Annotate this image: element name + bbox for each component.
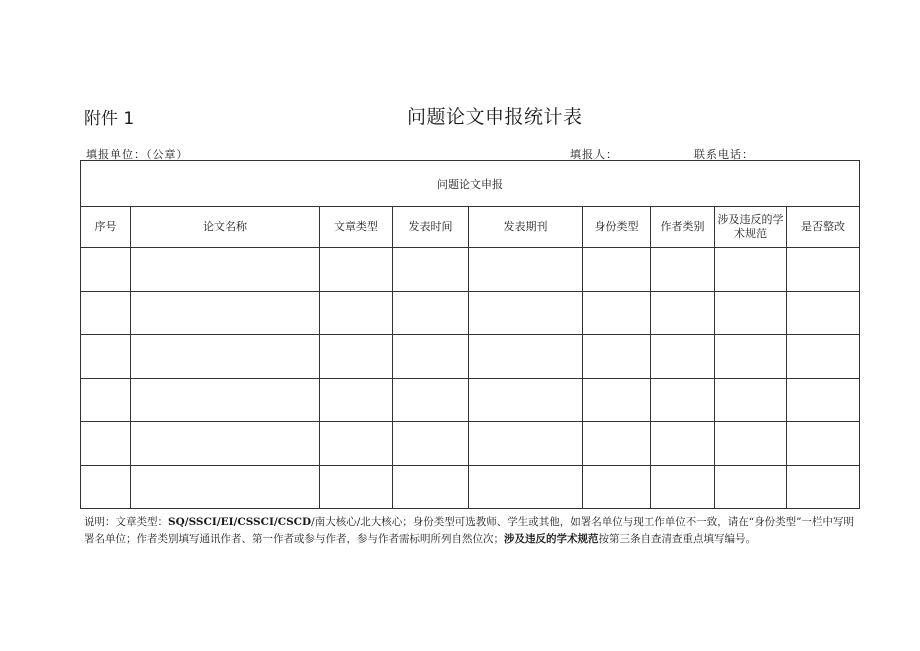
table-cell: [583, 422, 651, 466]
table-row: [81, 465, 860, 509]
table-cell: [393, 291, 469, 335]
table-cell: [583, 335, 651, 379]
table-cell: [583, 248, 651, 292]
column-header-article-type: 文章类型: [320, 207, 393, 248]
column-header-paper-title: 论文名称: [131, 207, 320, 248]
table-cell: [131, 291, 320, 335]
table-cell: [131, 465, 320, 509]
table-cell: [131, 378, 320, 422]
table-cell: [469, 248, 583, 292]
table-cell: [393, 465, 469, 509]
table-cell: [469, 422, 583, 466]
column-header-rectified: 是否整改: [787, 207, 860, 248]
column-header-serial-number: 序号: [81, 207, 131, 248]
table-cell: [320, 291, 393, 335]
table-row: [81, 248, 860, 292]
instructions-note: [84, 514, 864, 548]
table-cell: [393, 335, 469, 379]
table-cell: [583, 465, 651, 509]
filling-unit-label: 填报单位：（公章）: [86, 148, 189, 161]
table-cell: [715, 422, 787, 466]
page-title: 问题论文申报统计表: [407, 106, 583, 128]
table-cell: [651, 465, 715, 509]
table-cell: [787, 465, 860, 509]
note-article-types: SQ/SSCI/EI/CSSCI/CSCD: [168, 516, 312, 528]
table-row: [81, 291, 860, 335]
filler-label: 填报人：: [570, 148, 618, 161]
table-cell: [715, 291, 787, 335]
table-row: [81, 335, 860, 379]
column-header-violated-norms: 涉及违反的学术规范: [715, 207, 787, 248]
table-cell: [787, 422, 860, 466]
table-cell: [393, 422, 469, 466]
table-cell: [131, 335, 320, 379]
column-header-identity-type: 身份类型: [583, 207, 651, 248]
report-table: [80, 160, 860, 509]
table-cell: [651, 335, 715, 379]
table-cell: [81, 335, 131, 379]
table-cell: [81, 422, 131, 466]
table-cell: [320, 422, 393, 466]
table-cell: [81, 248, 131, 292]
table-cell: [81, 465, 131, 509]
table-cell: [469, 335, 583, 379]
table-cell: [651, 378, 715, 422]
table-cell: [787, 291, 860, 335]
table-row: [81, 422, 860, 466]
table-cell: [715, 378, 787, 422]
phone-label: 联系电话：: [694, 148, 754, 161]
table-cell: [131, 248, 320, 292]
table-cell: [651, 422, 715, 466]
column-header-journal: 发表期刊: [469, 207, 583, 248]
table-cell: [651, 291, 715, 335]
table-cell: [469, 465, 583, 509]
table-cell: [715, 335, 787, 379]
table-cell: [81, 378, 131, 422]
table-cell: [81, 291, 131, 335]
table-cell: [320, 248, 393, 292]
table-cell: [469, 291, 583, 335]
table-cell: [583, 291, 651, 335]
column-header-author-category: 作者类别: [651, 207, 715, 248]
note-prefix: 说明：文章类型：: [84, 516, 168, 528]
table-cell: [131, 422, 320, 466]
table-cell: [715, 465, 787, 509]
attachment-label: 附件 1: [84, 109, 135, 129]
note-body: /南大核心/北大核心；身份类型可选教师、学生或其他，如署名单位与现工作单位不一致，请在“身份类型”一栏中写明署名单位；作者类别填写通讯作者、第一作者或参与作者，参与作者需标明所列自然位次；: [84, 516, 854, 545]
note-norms-label: 涉及违反的学术规范: [504, 533, 599, 545]
table-cell: [715, 248, 787, 292]
note-suffix: 按第三条自查清查重点填写编号。: [598, 533, 756, 545]
table-row: [81, 378, 860, 422]
column-header-publish-date: 发表时间: [393, 207, 469, 248]
table-cell: [787, 335, 860, 379]
table-cell: [787, 378, 860, 422]
table-caption: 问题论文申报: [81, 161, 860, 207]
table-cell: [651, 248, 715, 292]
table-cell: [393, 248, 469, 292]
table-cell: [787, 248, 860, 292]
table-cell: [320, 378, 393, 422]
table-cell: [393, 378, 469, 422]
table-cell: [583, 378, 651, 422]
table-cell: [320, 335, 393, 379]
table-cell: [469, 378, 583, 422]
table-cell: [320, 465, 393, 509]
